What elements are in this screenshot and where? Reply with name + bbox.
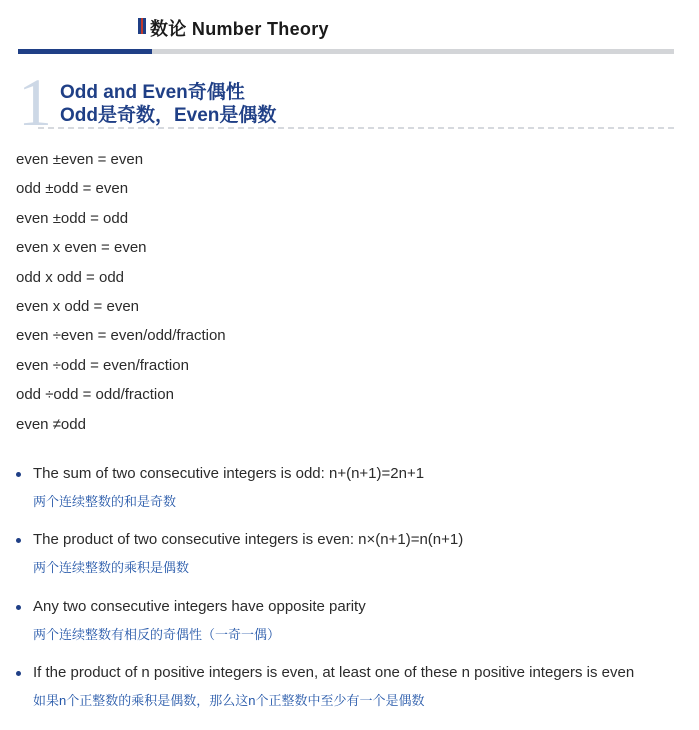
fact-item: [16, 464, 634, 530]
parity-rule: odd x odd = odd: [16, 268, 125, 286]
section-dashed-divider: [38, 127, 674, 129]
fact-english: If the product of n positive integers is even, at least one of these n positive integers is even: [33, 664, 635, 682]
fact-chinese: 两个连续整数有相反的奇偶性（一奇一偶）: [33, 626, 281, 642]
parity-rule: even x odd = even: [16, 297, 140, 315]
fact-chinese: 两个连续整数的乘积是偶数: [33, 560, 190, 576]
parity-rule: even x even = even: [16, 239, 147, 257]
parity-rule: odd ±odd = even: [16, 180, 129, 198]
fact-item: [16, 663, 634, 729]
flag-icon: [138, 18, 146, 34]
bullet-icon: [16, 605, 21, 610]
bullet-icon: [16, 472, 21, 477]
bullet-icon: [16, 538, 21, 543]
parity-rule: even ±odd = odd: [16, 209, 129, 227]
parity-rule: odd ÷odd = odd/fraction: [16, 386, 174, 404]
parity-rule: even ≠odd: [16, 415, 86, 433]
page-header-title: 数论 Number Theory: [150, 19, 329, 39]
fact-chinese: 如果n个正整数的乘积是偶数，那么这n个正整数中至少有一个是偶数: [33, 693, 425, 709]
parity-rules-list: [16, 150, 226, 444]
section-title-english: Odd and Even奇偶性: [60, 82, 245, 103]
fact-english: The sum of two consecutive integers is odd: n+(n+1)=2n+1: [33, 465, 425, 482]
bullet-icon: [16, 671, 21, 676]
section-number: 1: [18, 64, 52, 140]
fact-english: Any two consecutive integers have opposite parity: [33, 597, 366, 615]
parity-rule: even ÷even = even/odd/fraction: [16, 327, 226, 345]
parity-rule: even ±even = even: [16, 151, 144, 168]
header-divider-accent: [18, 49, 152, 54]
parity-rule: even ÷odd = even/fraction: [16, 356, 189, 374]
fact-english: The product of two consecutive integers is even: n×(n+1)=n(n+1): [33, 531, 464, 549]
section-title-chinese: Odd是奇数，Even是偶数: [60, 105, 277, 126]
fact-chinese: 两个连续整数的和是奇数: [33, 494, 177, 509]
fact-item: [16, 530, 634, 596]
parity-facts-list: [16, 464, 634, 730]
fact-item: [16, 597, 634, 663]
page-header: [0, 0, 699, 58]
